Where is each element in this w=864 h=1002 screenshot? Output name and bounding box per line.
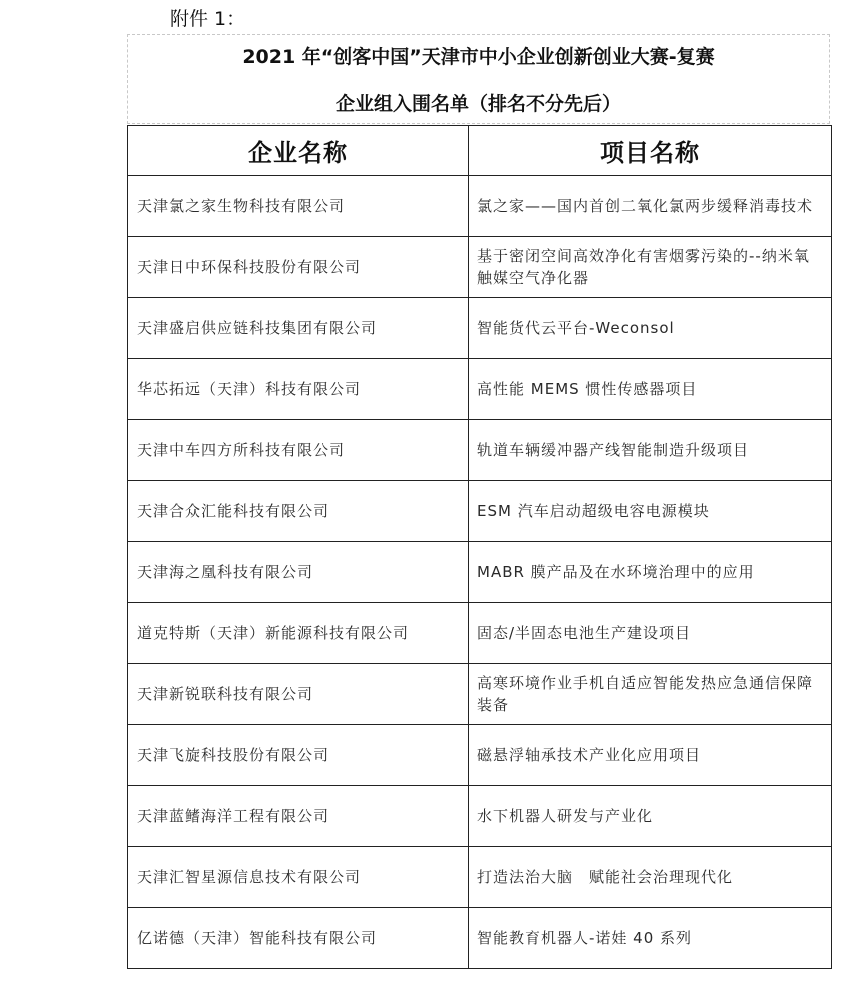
attachment-label: 附件 1： xyxy=(170,8,246,30)
company-cell: 天津中车四方所科技有限公司 xyxy=(128,420,469,481)
table-row xyxy=(128,908,832,969)
project-cell: MABR 膜产品及在水环境治理中的应用 xyxy=(469,542,832,603)
project-cell: 固态/半固态电池生产建设项目 xyxy=(469,603,832,664)
title-line-2: 企业组入围名单（排名不分先后） xyxy=(335,93,621,115)
finalist-table xyxy=(127,125,832,969)
table-row xyxy=(128,359,832,420)
project-cell: 基于密闭空间高效净化有害烟雾污染的--纳米氧触媒空气净化器 xyxy=(469,237,832,298)
project-cell: 高寒环境作业手机自适应智能发热应急通信保障装备 xyxy=(469,664,832,725)
table-row xyxy=(128,847,832,908)
company-cell: 天津盛启供应链科技集团有限公司 xyxy=(128,298,469,359)
company-cell: 天津日中环保科技股份有限公司 xyxy=(128,237,469,298)
table-row xyxy=(128,542,832,603)
header-project-name: 项目名称 xyxy=(469,126,832,176)
company-cell: 天津氯之家生物科技有限公司 xyxy=(128,176,469,237)
header-company-name: 企业名称 xyxy=(128,126,469,176)
table-row xyxy=(128,176,832,237)
project-cell: 打造法治大脑 赋能社会治理现代化 xyxy=(469,847,832,908)
project-cell: 轨道车辆缓冲器产线智能制造升级项目 xyxy=(469,420,832,481)
company-cell: 天津汇智星源信息技术有限公司 xyxy=(128,847,469,908)
company-cell: 亿诺德（天津）智能科技有限公司 xyxy=(128,908,469,969)
table-row xyxy=(128,237,832,298)
project-cell: ESM 汽车启动超级电容电源模块 xyxy=(469,481,832,542)
project-cell: 氯之家——国内首创二氧化氯两步缓释消毒技术 xyxy=(469,176,832,237)
title-line-1: 2021 年“创客中国”天津市中小企业创新创业大赛-复赛 xyxy=(242,46,715,68)
document-title xyxy=(127,34,830,124)
company-cell: 天津海之凰科技有限公司 xyxy=(128,542,469,603)
table-row xyxy=(128,481,832,542)
company-cell: 天津飞旋科技股份有限公司 xyxy=(128,725,469,786)
table-header-row xyxy=(128,126,832,176)
table-row xyxy=(128,664,832,725)
company-cell: 华芯拓远（天津）科技有限公司 xyxy=(128,359,469,420)
table-row xyxy=(128,420,832,481)
company-cell: 天津新锐联科技有限公司 xyxy=(128,664,469,725)
company-cell: 天津合众汇能科技有限公司 xyxy=(128,481,469,542)
project-cell: 智能货代云平台-Weconsol xyxy=(469,298,832,359)
project-cell: 磁悬浮轴承技术产业化应用项目 xyxy=(469,725,832,786)
company-cell: 天津蓝鳍海洋工程有限公司 xyxy=(128,786,469,847)
table-row xyxy=(128,725,832,786)
table-row xyxy=(128,603,832,664)
project-cell: 高性能 MEMS 惯性传感器项目 xyxy=(469,359,832,420)
project-cell: 水下机器人研发与产业化 xyxy=(469,786,832,847)
table-row xyxy=(128,298,832,359)
company-cell: 道克特斯（天津）新能源科技有限公司 xyxy=(128,603,469,664)
project-cell: 智能教育机器人-诺娃 40 系列 xyxy=(469,908,832,969)
table-row xyxy=(128,786,832,847)
